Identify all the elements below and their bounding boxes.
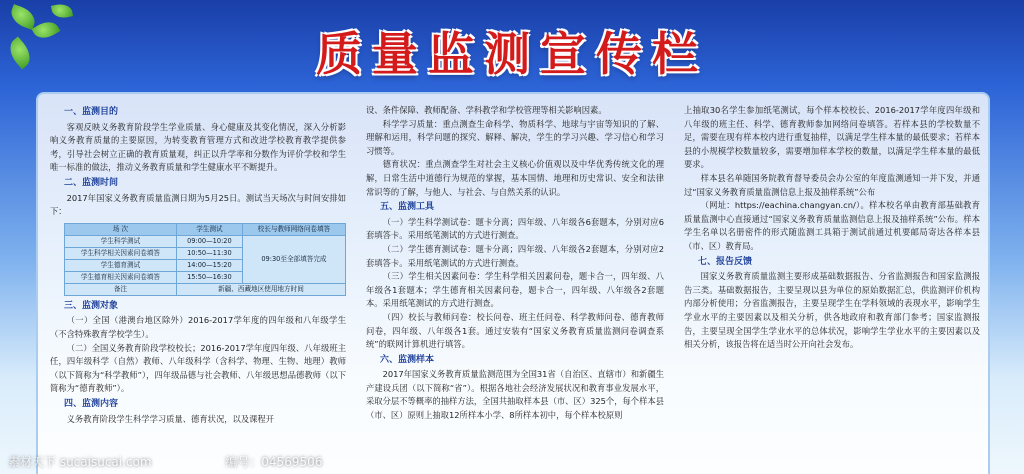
- paragraph: 设、条件保障、教师配备、学科教学和学校管理等相关影响因素。: [366, 105, 607, 115]
- section-heading: 四、监测内容: [64, 398, 119, 409]
- paragraph: 上抽取30名学生参加纸笔测试，每个样本校校长、2016-2017学年度四年级和八年级的班主任、科学、德育教师参加网络问卷填答。若样本县的学校数量不足，需要在现有样本校内进行重复抽样，以满足学生样本量的最低要求；若样本县的小规模学校数量较多，需要增加样本学校的数量，以满足学生样本量的最低要求。: [684, 105, 980, 170]
- paragraph: 国家义务教育质量监测主要形成基础数据报告、分省监测报告和国家监测报告三类。基础数据报告，主要呈现以县为单位的原始数据汇总，供监测评价机构内部分析使用；分省监测报告，主要呈现学生在学科领域的表现水平，影响学生学业水平的主要因素以及相关分析，供各地政府和教育部门参考；国家监测报告，主要呈现全国学生学业水平的总体状况，影响学生学业水平的主要因素以及相关分析，该报告将在适当时公开向社会发布。: [684, 271, 980, 350]
- table-cell: 学生科学相关因素问卷填答: [65, 247, 177, 259]
- table-cell: 学生科学测试: [65, 235, 177, 247]
- paragraph: （一）学生科学测试卷：题卡分离；四年级、八年级各6套题本，分别对应6套填答卡。采用纸笔测试的方式进行测查。: [366, 216, 664, 241]
- paragraph: （二）学生德育测试卷：题卡分离；四年级、八年级各2套题本，分别对应2套填答卡。采用纸笔测试的方式进行测查。: [366, 243, 664, 268]
- section-heading: 一、监测目的: [64, 107, 119, 117]
- section-heading: 五、监测工具: [380, 202, 435, 213]
- watermark-id: 编号：04569506: [225, 455, 323, 469]
- section-heading: 二、监测时间: [64, 177, 119, 188]
- paragraph: 样本县名单随国务院教育督导委员会办公室的年度监测通知一并下发，并通过“国家义务教育质量监测信息上报及抽样系统”公布: [684, 172, 980, 197]
- content-panel: [36, 92, 990, 474]
- table-row: [65, 223, 346, 235]
- table-cell: 学生德育相关因素问卷填答: [65, 271, 177, 283]
- table-cell: 新疆、西藏地区使用地方时间: [176, 283, 345, 295]
- paragraph: 2017年国家义务教育质量监测日期为5月25日。测试当天场次与时间安排如下：: [50, 192, 346, 217]
- table-cell: 14:00—15:20: [176, 259, 242, 271]
- paragraph: （一）全国（港澳台地区除外）2016-2017学年度的四年级和八年级学生（不含特殊教育学校学生）。: [50, 315, 346, 339]
- section-heading: 六、监测样本: [380, 354, 435, 365]
- table-cell: 学生测试: [176, 223, 242, 235]
- table-cell: 09:00—10:20: [176, 235, 242, 247]
- section-heading: 三、监测对象: [64, 300, 119, 311]
- paragraph: （网址：https://eachina.changyan.cn/）。样本校名单由教育部基础教育质量监测中心直接通过“国家义务教育质量监测信息上报及抽样系统”公布。样本学生名单以名册密件的形式随监测工具箱于测试前通过机要邮局寄达各样本县（市、区）教育局。: [684, 200, 980, 251]
- table-row: [65, 235, 346, 247]
- table-cell: 15:50—16:30: [176, 271, 242, 283]
- page-title: 质量监测宣传栏: [316, 27, 708, 81]
- table-cell: 校长与教师网络问卷填答: [242, 223, 345, 235]
- table-cell: 学生德育测试: [65, 259, 177, 271]
- table-cell: 10:50—11:30: [176, 247, 242, 259]
- section-heading: 七、报告反馈: [698, 256, 753, 267]
- paragraph: （三）学生相关因素问卷：学生科学相关因素问卷，题卡合一，四年级、八年级各1套题本；学生德育相关因素问卷，题卡合一，四年级、八年级各2套题本。采用纸笔测试的方式进行测查。: [366, 271, 664, 309]
- paragraph: 义务教育阶段学生科学学习质量、德育状况，以及课程开: [66, 413, 275, 424]
- paragraph: 德育状况：重点测查学生对社会主义核心价值观以及中华优秀传统文化的理解，日常生活中道德行为规范的掌握，基本国情、地理和历史常识、安全和法律常识等的了解，与他人、与社会、与自然关系的认识。: [366, 159, 664, 197]
- paragraph: 科学学习质量：重点测查生命科学、物质科学、地球与宇宙等知识的了解、理解和运用，科学问题的探究、解释、解决，学生的学习兴趣、学习信心和学习习惯等。: [366, 118, 664, 156]
- paragraph: （四）校长与教师问卷：校长问卷、班主任问卷、科学教师问卷、德育教师问卷，四年级、八年级各1套。通过安装有“国家义务教育质量监测问卷调查系统”的联网计算机进行填答。: [366, 311, 664, 350]
- paragraph: 客观反映义务教育阶段学生学业质量、身心健康及其变化情况，深入分析影响义务教育质量的主要原因，为转变教育管理方式和改进学校教育教学提供参考，引导社会树立正确的教育质量观，纠正以升学率和分数作为评价学校和学生唯一标准的做法，推动义务教育质量和学生健康水平不断提升。: [50, 121, 346, 173]
- watermark: [0, 450, 1024, 474]
- column-1: [50, 104, 346, 426]
- table-cell: 09:30至全部填答完成: [242, 235, 345, 283]
- schedule-table: [64, 223, 346, 296]
- column-2: [366, 104, 664, 423]
- paragraph: （二）全国义务教育阶段学校校长；2016-2017学年度四年级、八年级班主任，四年级科学（自然）教师、八年级科学（含科学、物理、生物、地理）教师（以下简称为“科学教师”），四年级品德与社会教师、八年级思想品德教师（以下简称为“德育教师”）。: [50, 342, 346, 394]
- table-cell: 备注: [65, 283, 177, 295]
- paragraph: 2017年国家义务教育质量监测范围为全国31省（自治区、直辖市）和新疆生产建设兵团（以下简称“省”）。根据各地社会经济发展状况和教育事业发展水平，采取分层不等概率的抽样方法，全国共抽取样本县（市、区）325个，每个样本县（市、区）原则上抽取12所样本小学、8所样本初中，每个样本校原则: [366, 369, 664, 421]
- column-3: [684, 104, 980, 352]
- table-cell: 场 次: [65, 223, 177, 235]
- table-row: [65, 283, 346, 295]
- watermark-site: 素材天下 sucaisucai.com: [8, 455, 152, 469]
